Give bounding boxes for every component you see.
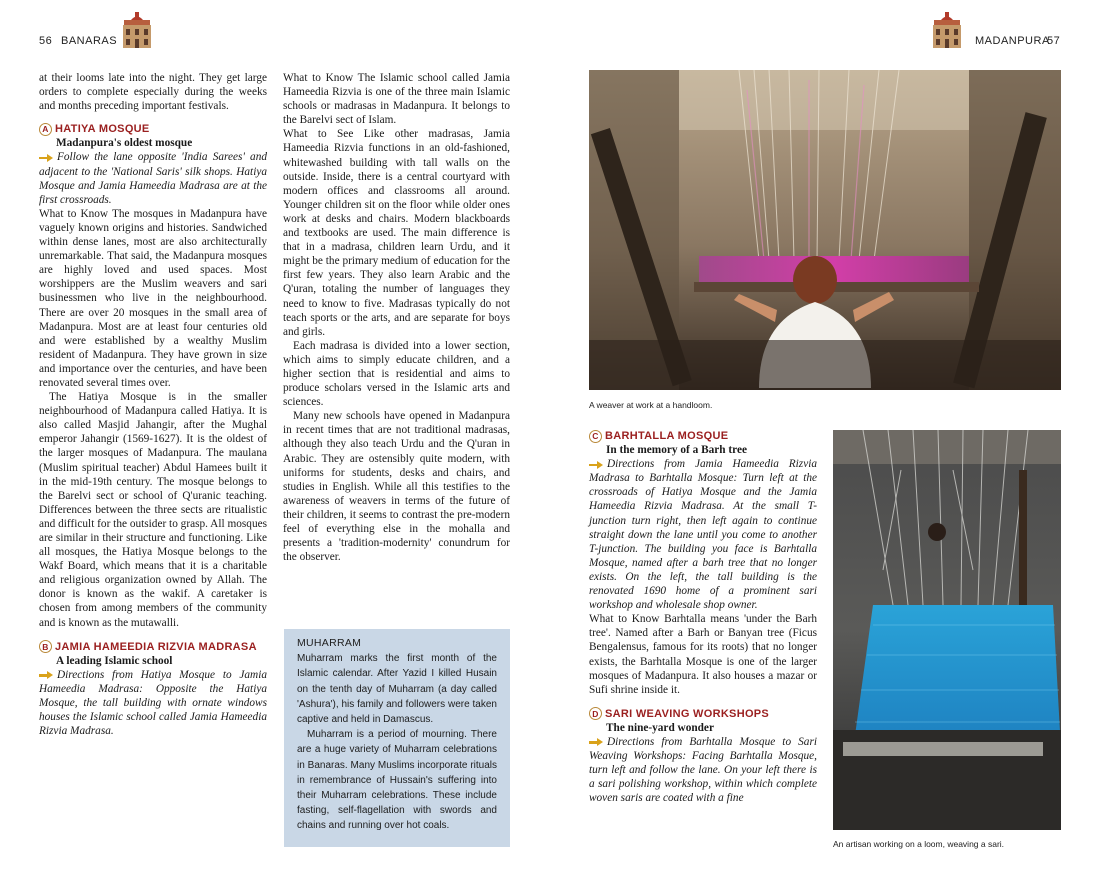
section-letter-badge: B: [39, 640, 52, 653]
sidebar-paragraph: Muharram marks the first month of the Islamic calendar. After Yazid I killed Husain on the tenth day of Muharram (a day called 'Ashura'), his family and followers were taken captive and held in Damascus.: [297, 653, 497, 726]
weaver-photo-caption: A weaver at work at a handloom.: [589, 400, 713, 410]
building-icon: [931, 12, 963, 48]
arrow-icon: [39, 154, 53, 162]
column-2: [283, 71, 510, 564]
sidebar-title: MUHARRAM: [297, 637, 362, 649]
paragraph: What to Know Barhtalla means 'under the Barh tree'. Named after a Barh or Banyan tree (Ficus Bengalensus, famous for its roots) that no longer exists, the Barhtalla Mosque is one of the larger mosques of Madanpura. It also houses a mazar or Sufi shrine inside it.: [589, 613, 817, 696]
section-heading: [39, 640, 267, 654]
left-page-number: 56: [39, 35, 53, 47]
right-page-number: 57: [1047, 35, 1061, 47]
directions-text: Directions from Hatiya Mosque to Jamia Hameedia Madrasa: Opposite the Hatiya Mosque, the tall building with ornate windows houses the Islamic school called Jamia Hameedia Rizvia Madrasa.: [39, 668, 267, 738]
directions: [39, 668, 267, 738]
paragraph: Many new schools have opened in Madanpura in recent times that are not traditional madrasas, although they also teach Urdu and the Q'uran in Arabic. They are ostensibly quite modern, with uniforms for students, desks and chairs, and studies in English. While all this testifies to the awareness of weavers in terms of the future of their children, it seems to contrast the pre-modern feel of everything else in the mohalla and presents a 'tradition-modernity' conundrum for the observer.: [283, 410, 510, 564]
artisan-photo-caption: An artisan working on a loom, weaving a sari.: [833, 839, 1005, 849]
artisan-loom-photo: [833, 430, 1061, 830]
directions: [589, 457, 817, 612]
directions: [589, 735, 817, 805]
directions: [39, 150, 267, 206]
section-subtitle: A leading Islamic school: [56, 654, 173, 667]
left-section-title: BANARAS: [61, 35, 118, 47]
muharram-sidebar: [284, 629, 510, 847]
arrow-icon: [589, 738, 603, 746]
section-hatiya-mosque: [39, 122, 267, 629]
paragraph: What to Know The Islamic school called Jamia Hameedia Rizvia is one of the three main Islamic schools or madrasas in Madanpura. It belongs to the Barelvi sect of Islam.: [283, 72, 510, 127]
section-title: JAMIA HAMEEDIA RIZVIA MADRASA: [55, 640, 257, 653]
paragraph: Each madrasa is divided into a lower section, which aims to simply educate children, and a higher section that is residential and aims to produce scholars versed in the Islamic arts and sciences.: [283, 339, 510, 409]
section-subtitle: The nine-yard wonder: [606, 721, 714, 734]
column-1: [39, 71, 267, 738]
section-letter-badge: A: [39, 123, 52, 136]
section-title: SARI WEAVING WORKSHOPS: [605, 707, 770, 720]
section-subtitle: Madanpura's oldest mosque: [56, 137, 193, 150]
directions-text: Directions from Barhtalla Mosque to Sari Weaving Workshops: Facing Barhtalla Mosque, turn left and follow the lane. On your left there is a sari polishing workshop, within which complete woven saris are coated with a fine: [589, 735, 817, 805]
directions-text: Follow the lane opposite 'India Sarees' and adjacent to the 'National Saris' silk shops. Hatiya Mosque and Jamia Hameedia Madrasa are at the first crossroads.: [39, 151, 267, 206]
section-jamia-madrasa: [39, 640, 267, 739]
section-letter-badge: D: [589, 707, 602, 720]
paragraph: What to Know The mosques in Madanpura have vaguely known origins and histories. Sandwiched within dense lanes, most are also architecturally unremarkable. That said, the Madanpura mosques are highly loved and used spaces. Most worshippers are the Muslim weavers and sari businessmen who live in the neighbourhood. There are over 20 mosques in the small area of Madanpura. Most are at least four centuries old and were established by a wealthy Muslim resident of Madanpura. They have grown in size and importance over the centuries, and have been renovated several times over.: [39, 207, 267, 389]
section-barhtalla-mosque: [589, 429, 817, 697]
section-subtitle: In the memory of a Barh tree: [606, 444, 747, 457]
section-title: BARHTALLA MOSQUE: [605, 430, 729, 442]
section-title: HATIYA MOSQUE: [55, 123, 150, 136]
section-heading: [589, 429, 817, 443]
arrow-icon: [39, 671, 53, 679]
right-section-title: MADANPURA: [975, 35, 1050, 47]
arrow-icon: [589, 461, 603, 469]
section-sari-workshops: [589, 707, 817, 806]
paragraph: What to See Like other madrasas, Jamia Hameedia Rizvia functions in an old-fashioned, whitewashed building with tall walls on the outside. Inside, there is a central courtyard with modern offices and classrooms all around. Younger children sit on the floor while older ones work at desks and chairs. Modern blackboards and textbooks are used. The main difference is that in a madrasa, children learn Urdu, and it might be the primary medium of education for the first few years. They also learn Arabic and the Q'uran, totaling the number of languages they need to know to five. Madrasas typically do not teach sports or the arts, and are separate for boys and girls.: [283, 128, 510, 338]
paragraph: The Hatiya Mosque is in the smaller neighbourhood of Madanpura called Hatiya. It is also called Masjid Jahangir, after the Mughal emperor Jahangir (1569-1627). It is the oldest of the larger mosques of Madanpura. The maulana (Muslim spiritual teacher) Abdul Hamees built it in the mid-19th century. The mosque belongs to the Barelvi sect or school of Q'uranic teaching. Differences between the three sects are ritualistic and difficult for the outsider to grasp. All mosques are similar in their structure and functioning. Like all mosques, the Hatiya Mosque belongs to the Wakf Board, which means that it is a charitable and religious organization owned by Allah. The donor is known as the wakif. A caretaker is chosen from among members of the community and is known as the mutawalli.: [39, 391, 267, 629]
section-heading: [589, 707, 817, 721]
sidebar-paragraph: Muharram is a period of mourning. There are a huge variety of Muharram celebrations in Banaras. Many Muslims incorporate rituals in remembrance of Hussain's suffering into their Muharram celebrations. These include fasting, self-flagellation with swords and chains and running over hot coals.: [297, 729, 497, 832]
intro-paragraph: at their looms late into the night. They get large orders to complete especially during the weeks and months preceding important festivals.: [39, 72, 267, 113]
directions-text: Directions from Jamia Hameedia Rizvia Madrasa to Barhtalla Mosque: Turn left at the crossroads of Hatiya Mosque and the Jamia Hameedia Rizvia Madrasa. At the small T-junction turn right, then left again to continue straight down the lane until you come to another T-junction. The building you face is Barhtalla Mosque, named after a barh tree that no longer exists. On the left, the tall building is the renovated 1690 home of a prominent sari workshop and wholesale shop owner.: [589, 458, 817, 612]
section-heading: [39, 122, 267, 136]
section-letter-badge: C: [589, 430, 602, 443]
weaver-photo: [589, 70, 1061, 390]
building-icon: [121, 12, 153, 48]
column-3: [589, 429, 817, 805]
